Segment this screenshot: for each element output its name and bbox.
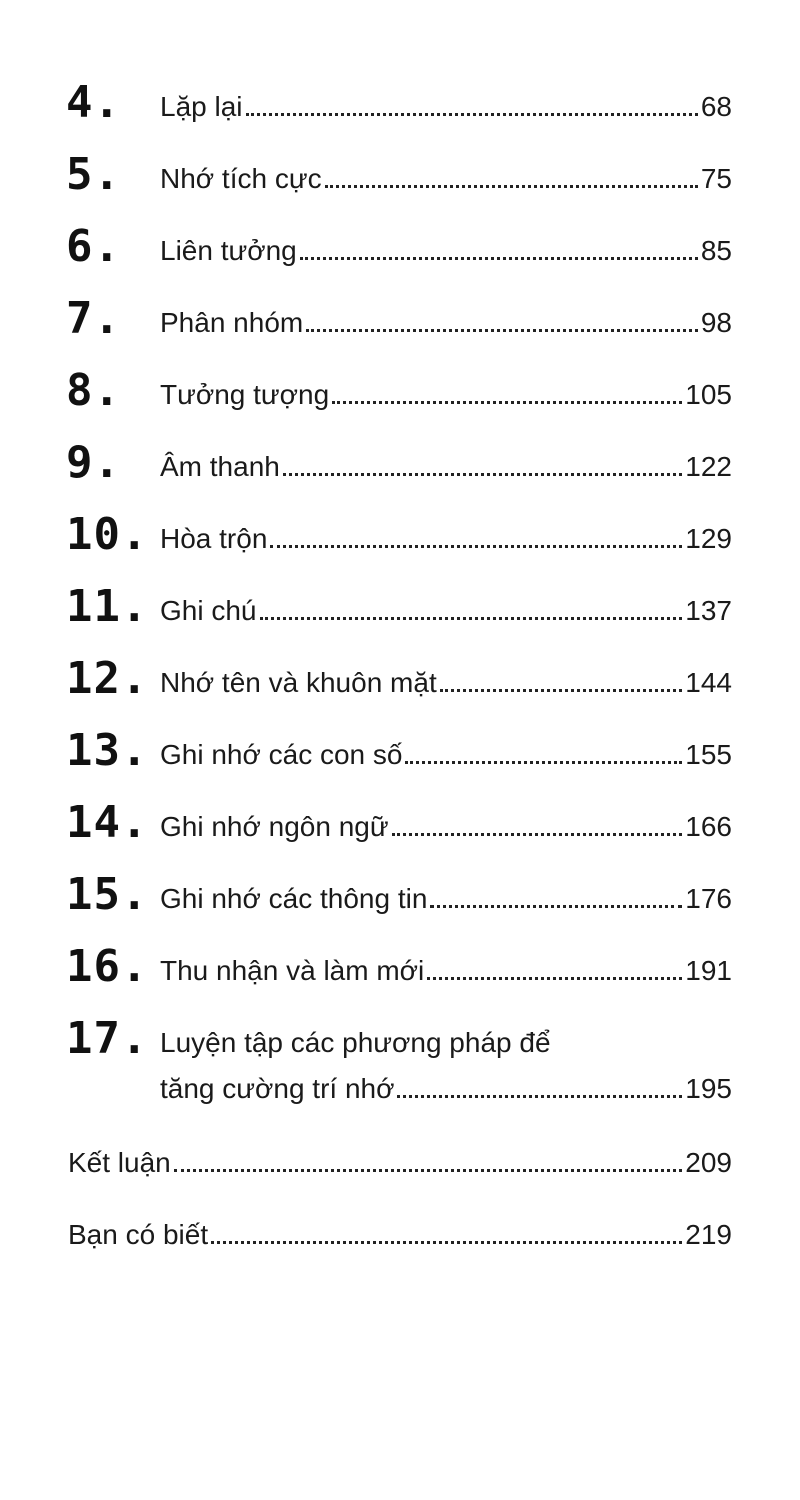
chapter-title: Nhớ tên và khuôn mặt bbox=[160, 667, 437, 698]
chapter-number: 9. bbox=[66, 437, 121, 488]
chapter-title: Ghi nhớ các thông tin bbox=[160, 883, 428, 914]
chapter-title: Ghi chú bbox=[160, 595, 257, 626]
toc-entry bbox=[0, 726, 800, 786]
page-number: 195 bbox=[685, 1073, 732, 1104]
toc-line bbox=[160, 666, 732, 700]
chapter-number: 8. bbox=[66, 365, 121, 416]
page-number: 219 bbox=[685, 1219, 732, 1250]
chapter-number: 7. bbox=[66, 293, 121, 344]
chapter-number: 4. bbox=[66, 77, 121, 128]
page-number: 191 bbox=[685, 955, 732, 986]
toc-line bbox=[160, 378, 732, 412]
chapter-title-line2: tăng cường trí nhớ bbox=[160, 1073, 395, 1104]
chapter-title: Hòa trộn bbox=[160, 523, 268, 554]
chapter-number: 10. bbox=[66, 509, 149, 560]
toc-entry bbox=[0, 1134, 800, 1194]
chapter-title: Âm thanh bbox=[160, 451, 280, 482]
page-number: 129 bbox=[685, 523, 732, 554]
page-number: 122 bbox=[685, 451, 732, 482]
toc-line bbox=[160, 306, 732, 340]
toc-entry bbox=[0, 582, 800, 642]
dot-leader bbox=[300, 257, 698, 260]
dot-leader bbox=[392, 833, 683, 836]
dot-leader bbox=[430, 905, 682, 908]
toc-line bbox=[160, 522, 732, 556]
dot-leader bbox=[427, 977, 682, 980]
toc-line bbox=[160, 594, 732, 628]
chapter-title: Phân nhóm bbox=[160, 307, 304, 338]
toc-line bbox=[160, 810, 732, 844]
chapter-number: 16. bbox=[66, 941, 149, 992]
dot-leader bbox=[325, 185, 698, 188]
toc-entry bbox=[0, 1206, 800, 1266]
toc-entry bbox=[0, 294, 800, 354]
toc-entry bbox=[0, 798, 800, 858]
toc-line bbox=[160, 954, 732, 988]
section-title: Kết luận bbox=[68, 1147, 171, 1178]
toc-line bbox=[160, 90, 732, 124]
dot-leader bbox=[174, 1169, 683, 1172]
toc-line bbox=[160, 738, 732, 772]
toc-line bbox=[68, 1146, 732, 1180]
chapter-number: 14. bbox=[66, 797, 149, 848]
page-number: 68 bbox=[700, 91, 732, 122]
dot-leader bbox=[397, 1095, 682, 1098]
dot-leader bbox=[283, 473, 682, 476]
dot-leader bbox=[270, 545, 682, 548]
page-number: 144 bbox=[685, 667, 732, 698]
dot-leader bbox=[440, 689, 683, 692]
chapter-title: Tưởng tượng bbox=[160, 379, 330, 410]
dot-leader bbox=[211, 1241, 682, 1244]
dot-leader bbox=[306, 329, 698, 332]
dot-leader bbox=[260, 617, 683, 620]
chapter-number: 17. bbox=[66, 1013, 149, 1064]
page-number: 98 bbox=[700, 307, 732, 338]
toc-entry bbox=[0, 150, 800, 210]
chapter-number: 6. bbox=[66, 221, 121, 272]
chapter-number: 15. bbox=[66, 869, 149, 920]
dot-leader bbox=[405, 761, 682, 764]
chapter-number: 13. bbox=[66, 725, 149, 776]
chapter-title: Ghi nhớ các con số bbox=[160, 739, 403, 770]
dot-leader bbox=[246, 113, 698, 116]
dot-leader bbox=[332, 401, 682, 404]
chapter-title: Lặp lại bbox=[160, 91, 243, 122]
toc-line bbox=[160, 162, 732, 196]
toc-line bbox=[68, 1218, 732, 1252]
chapter-title: Nhớ tích cực bbox=[160, 163, 322, 194]
chapter-title: Ghi nhớ ngôn ngữ bbox=[160, 811, 389, 842]
chapter-number: 5. bbox=[66, 149, 121, 200]
toc-entry bbox=[0, 942, 800, 1002]
toc-entry bbox=[0, 438, 800, 498]
toc-line bbox=[160, 234, 732, 268]
page-number: 176 bbox=[685, 883, 732, 914]
toc-line bbox=[160, 882, 732, 916]
page-number: 75 bbox=[700, 163, 732, 194]
toc-entry bbox=[0, 78, 800, 138]
toc-entry bbox=[0, 510, 800, 570]
page-number: 85 bbox=[700, 235, 732, 266]
chapter-title-line1: Luyện tập các phương pháp để bbox=[160, 1027, 551, 1058]
page-number: 155 bbox=[685, 739, 732, 770]
toc-line bbox=[160, 1072, 732, 1106]
toc-entry bbox=[0, 366, 800, 426]
page-number: 105 bbox=[685, 379, 732, 410]
chapter-number: 11. bbox=[66, 581, 149, 632]
page-number: 209 bbox=[685, 1147, 732, 1178]
chapter-title: Thu nhận và làm mới bbox=[160, 955, 425, 986]
toc-entry bbox=[0, 654, 800, 714]
chapter-title: Liên tưởng bbox=[160, 235, 297, 266]
section-title: Bạn có biết bbox=[68, 1219, 209, 1250]
toc-entry bbox=[0, 870, 800, 930]
page-number: 166 bbox=[685, 811, 732, 842]
toc-entry bbox=[0, 1014, 800, 1124]
chapter-number: 12. bbox=[66, 653, 149, 704]
page-number: 137 bbox=[685, 595, 732, 626]
toc-line bbox=[160, 450, 732, 484]
toc-entry bbox=[0, 222, 800, 282]
